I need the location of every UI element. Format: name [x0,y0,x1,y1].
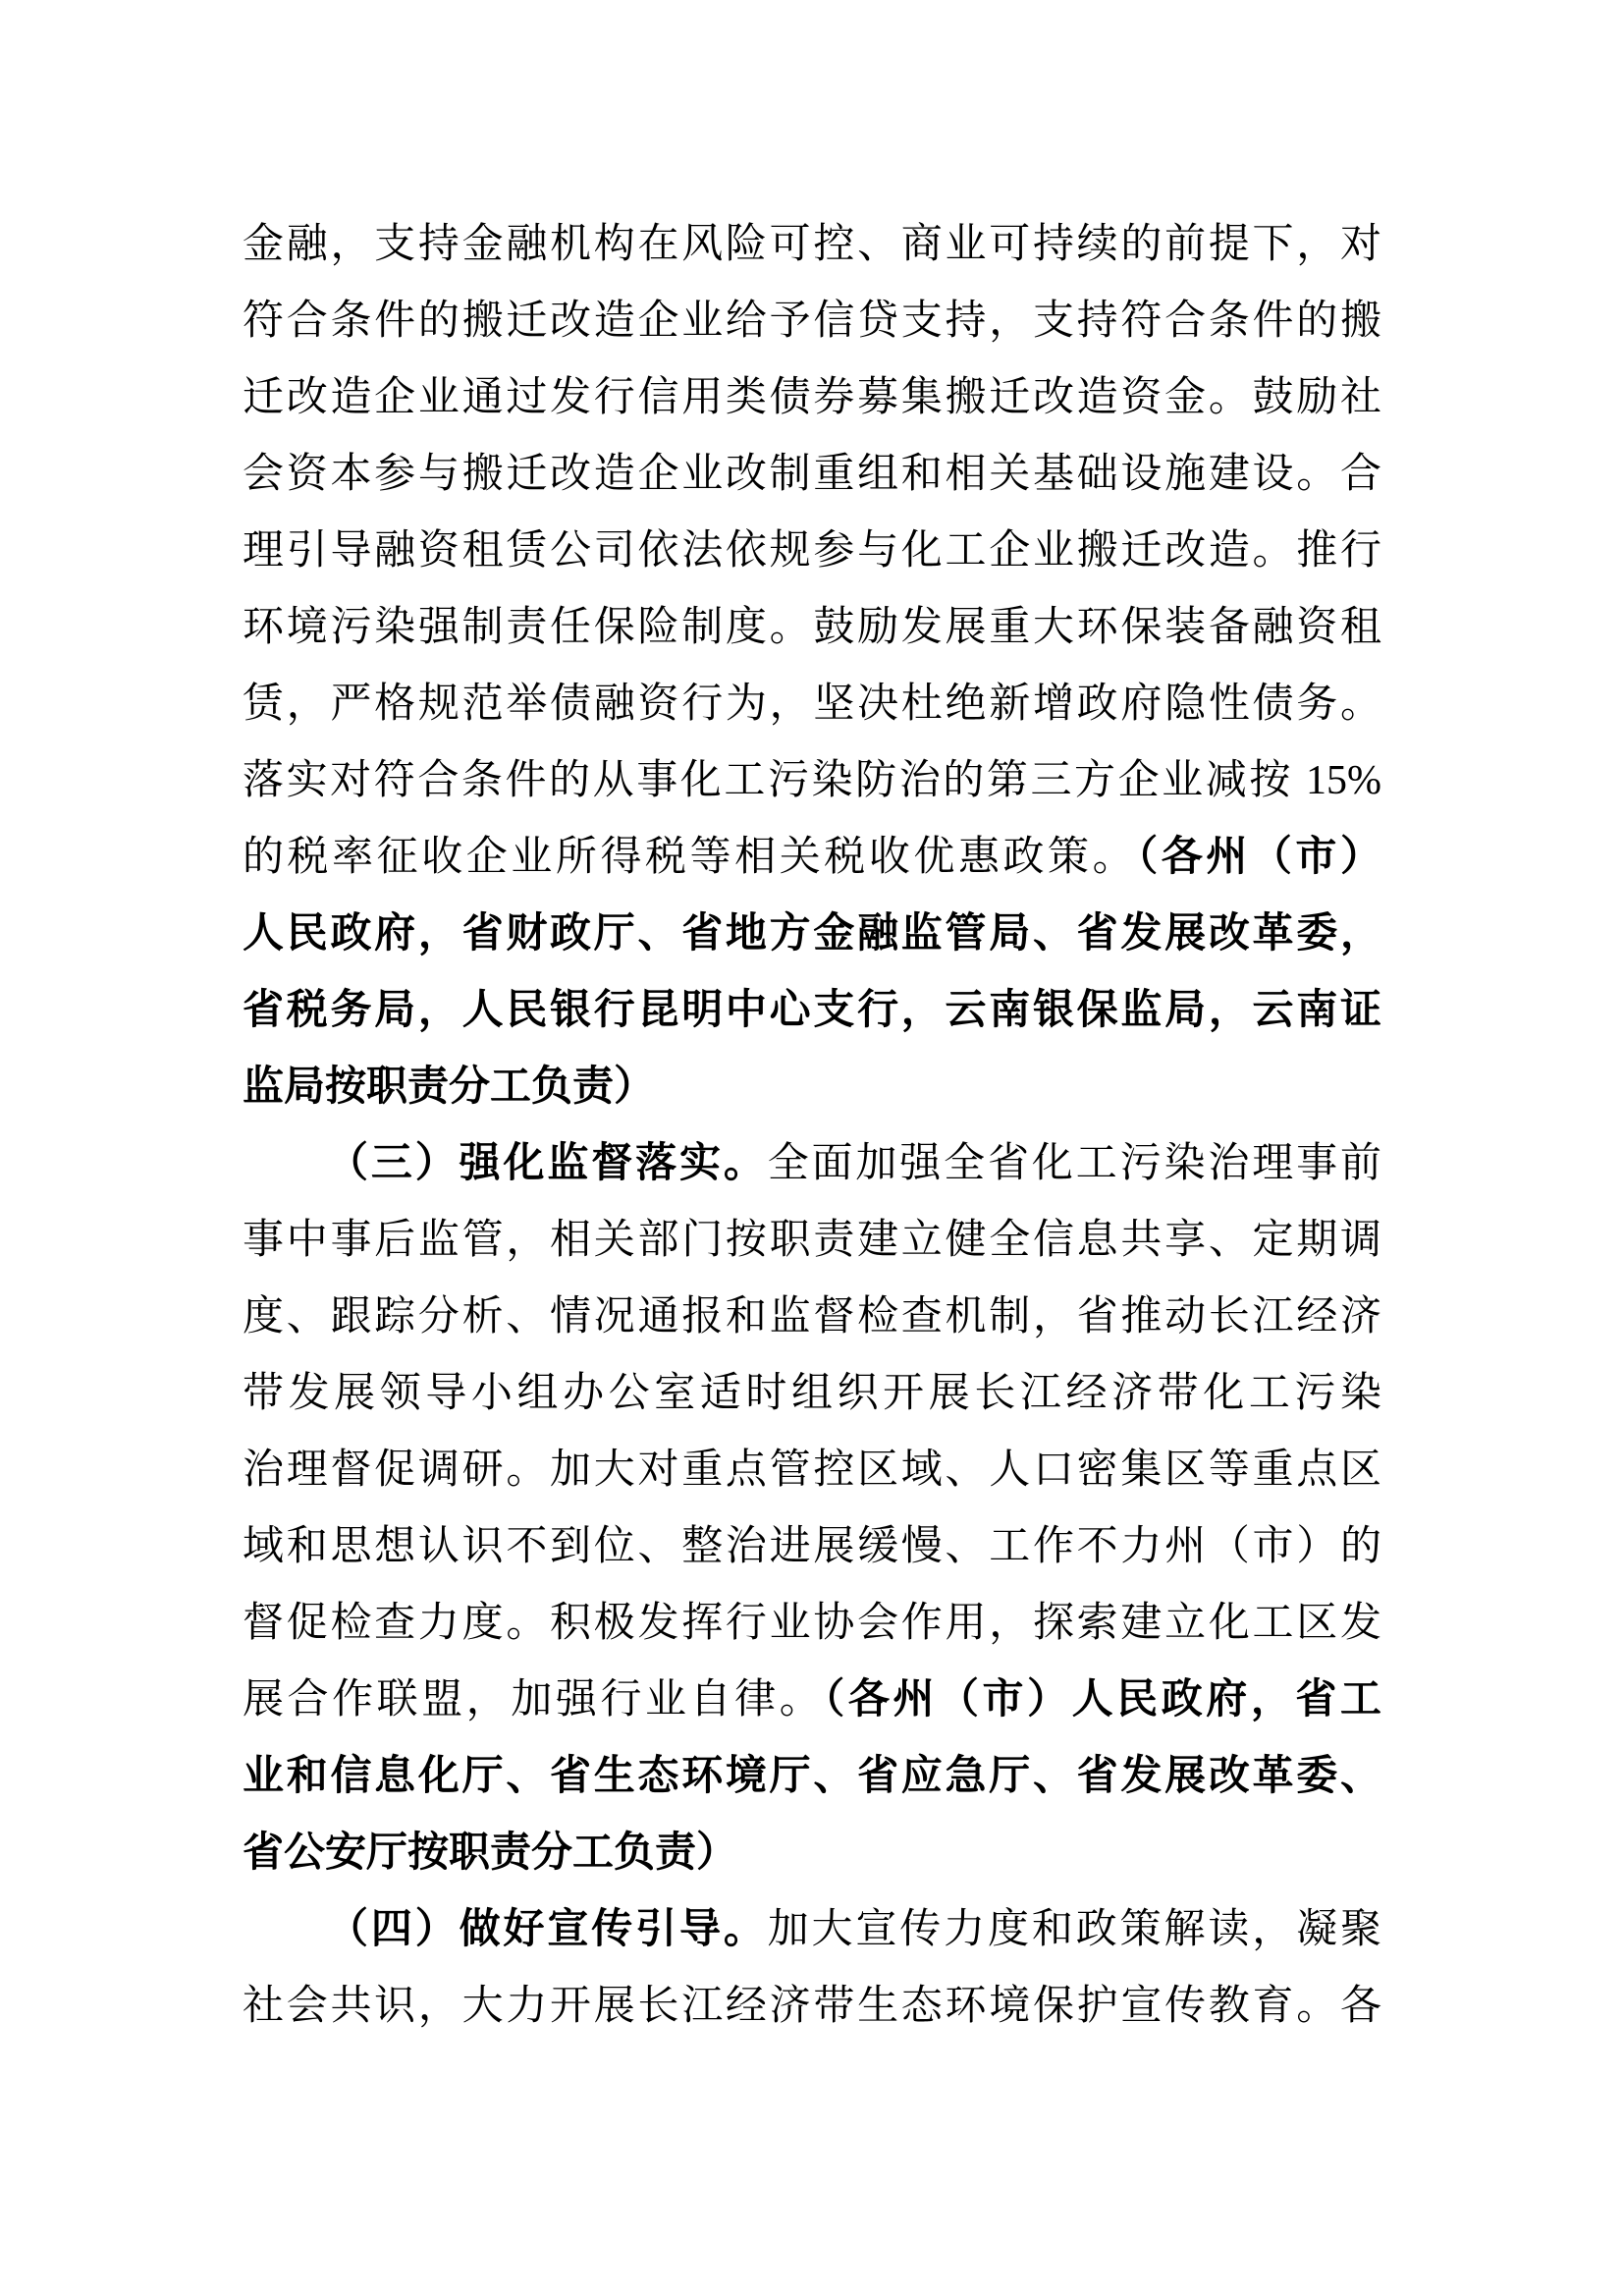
text-body [243,206,1381,2045]
text-run: （四）做好宣传引导。 [327,1907,768,1952]
text-run: 金融，支持金融机构在风险可控、商业可持续的前提下，对 [243,222,1381,267]
text-line [243,972,1381,1049]
text-line [243,436,1381,513]
text-run: 督促检查力度。积极发挥行业协会作用，探索建立化工区发 [243,1601,1381,1646]
text-run: 省公安厅按职责分工负责） [243,1831,738,1876]
text-run: 落实对符合条件的从事化工污染防治的第三方企业减按 15% [243,758,1381,803]
text-line [243,1049,1381,1125]
text-line [243,819,1381,896]
text-run: 展合作联盟，加强行业自律。 [243,1677,825,1722]
text-line [243,666,1381,742]
text-line [243,742,1381,819]
text-run: 迁改造企业通过发行信用类债券募集搬迁改造资金。鼓励社 [243,375,1381,420]
text-run: 度、跟踪分析、情况通报和监督检查机制，省推动长江经济 [243,1294,1381,1339]
text-line [243,1279,1381,1355]
text-line [243,1125,1381,1202]
text-line [243,896,1381,972]
text-run: 带发展领导小组办公室适时组织开展长江经济带化工污染 [243,1371,1381,1416]
text-run: 监局按职责分工负责） [243,1065,656,1110]
text-run: 业和信息化厅、省生态环境厅、省应急厅、省发展改革委、 [243,1754,1381,1799]
text-line [243,513,1381,589]
text-line [243,1891,1381,1968]
text-run: 域和思想认识不到位、整治进展缓慢、工作不力州（市）的 [243,1524,1381,1569]
text-run: 事中事后监管，相关部门按职责建立健全信息共享、定期调 [243,1218,1381,1263]
text-run: 加大宣传力度和政策解读，凝聚 [767,1907,1381,1952]
text-line [243,1968,1381,2045]
text-run: 的税率征收企业所得税等相关税收优惠政策。 [243,835,1138,880]
text-line [243,1432,1381,1508]
text-run: 环境污染强制责任保险制度。鼓励发展重大环保装备融资租 [243,605,1381,650]
text-run: 赁，严格规范举债融资行为，坚决杜绝新增政府隐性债务。 [243,682,1381,727]
text-line [243,1508,1381,1585]
text-run: 全面加强全省化工污染治理事前 [767,1141,1381,1186]
text-run: （各州（市）人民政府，省工 [824,1677,1381,1722]
text-line [243,206,1381,283]
text-run: 会资本参与搬迁改造企业改制重组和相关基础设施建设。合 [243,452,1381,497]
text-run: （各州（市） [1137,835,1381,880]
text-run: （三）强化监督落实。 [327,1141,768,1186]
text-line [243,1585,1381,1662]
text-run: 社会共识，大力开展长江经济带生态环境保护宣传教育。各 [243,1984,1381,2029]
text-line [243,1815,1381,1891]
text-line [243,1662,1381,1738]
text-line [243,283,1381,359]
text-line [243,1202,1381,1279]
text-line [243,589,1381,666]
text-run: 理引导融资租赁公司依法依规参与化工企业搬迁改造。推行 [243,528,1381,574]
text-line [243,359,1381,436]
text-run: 人民政府，省财政厅、省地方金融监管局、省发展改革委， [243,911,1381,957]
text-run: 符合条件的搬迁改造企业给予信贷支持，支持符合条件的搬 [243,299,1381,344]
text-run: 治理督促调研。加大对重点管控区域、人口密集区等重点区 [243,1448,1381,1493]
text-line [243,1738,1381,1815]
text-line [243,1355,1381,1432]
text-run: 省税务局，人民银行昆明中心支行，云南银保监局，云南证 [243,988,1381,1033]
